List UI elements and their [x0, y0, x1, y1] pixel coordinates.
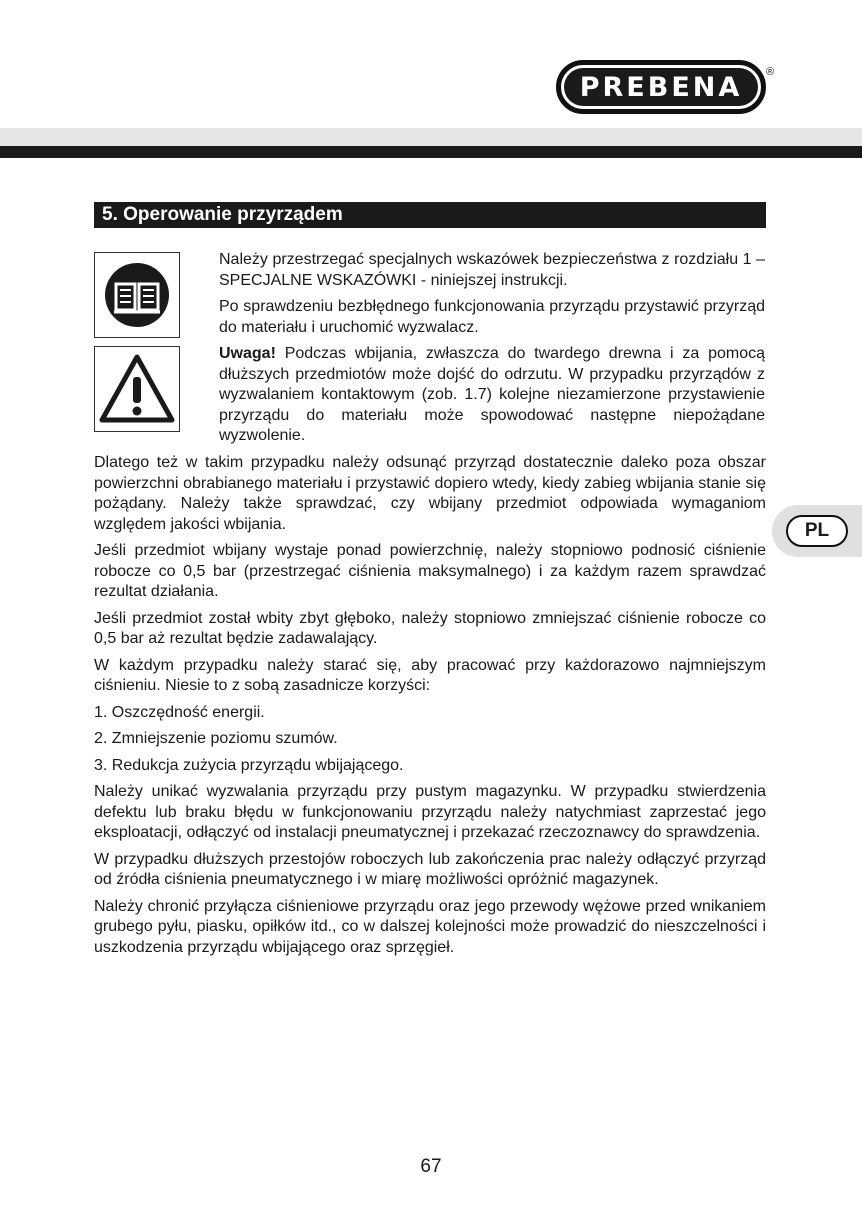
main-text [94, 453, 766, 964]
language-label: PL [786, 515, 848, 547]
brand-logo [556, 60, 766, 114]
list-item: 3. Redukcja zużycia przyrządu wbijającego. [94, 756, 404, 774]
paragraph: Jeśli przedmiot wbijany wystaje ponad powierzchnię, należy stopniowo podnosić ciśnienie robocze co 0,5 bar (przestrzegać ciśnienia maksymalnego) i za każdym razem sprawdzać rezultat działania. [94, 542, 766, 600]
section-title: 5. Operowanie przyrządem [94, 202, 766, 228]
header-grey-band [0, 128, 862, 146]
warning-label: Uwaga! [219, 345, 276, 362]
language-tab [772, 505, 862, 557]
paragraph: Dlatego też w takim przypadku należy odsunąć przyrząd dostatecznie daleko poza obszar powierzchni obrabianego materiału i przystawić dopiero wtedy, kiedy zabieg wbijania stanie się pożądany. Należy także sprawdzać, czy wbijany przedmiot odpowiada wymaganiom względem jakości wbijania. [94, 454, 766, 533]
warning-text: Podczas wbijania, zwłaszcza do twardego drewna i za pomocą dłuższych przedmiotów może dojść do odrzutu. W przypadku przyrządów z wyzwalaniem kontaktowym (zob. 1.7) kolejne niezamierzone przystawienie przyrządu do materiału może spowodować następne niepożądane wyzwolenie. [219, 345, 765, 444]
paragraph: Po sprawdzeniu bezbłędnego funkcjonowania przyrządu przystawić przyrząd do materiału i uruchomić wyzwalacz. [219, 298, 765, 336]
warning-paragraph [219, 344, 765, 447]
list-item: 1. Oszczędność energii. [94, 703, 265, 721]
brand-name: PREBENA [579, 71, 743, 103]
page-number: 67 [420, 1156, 442, 1177]
paragraph: W przypadku dłuższych przestojów roboczych lub zakończenia prac należy odłączyć przyrząd od źródła ciśnienia pneumatycznego i w miarę możliwości opróżnić magazynek. [94, 850, 766, 888]
paragraph: Należy przestrzegać specjalnych wskazówek bezpieczeństwa z rozdziału 1 – SPECJALNE WSKAZÓWKI - niniejszej instrukcji. [219, 251, 765, 289]
book-icon [94, 252, 180, 338]
registered-mark: ® [766, 66, 775, 78]
header-black-band [0, 146, 862, 158]
intro-text [219, 250, 765, 453]
list-item: 2. Zmniejszenie poziomu szumów. [94, 730, 338, 747]
warning-icon [94, 346, 180, 432]
paragraph: W każdym przypadku należy starać się, aby pracować przy każdorazowo najmniejszym ciśnieniu. Niesie to z sobą zasadnicze korzyści: [94, 656, 766, 694]
paragraph: Należy unikać wyzwalania przyrządu przy pustym magazynku. W przypadku stwierdzenia defektu lub braku błędu w funkcjonowaniu przyrządu należy natychmiast zaprzestać jego eksploatacji, odłączyć od instalacji pneumatycznej i przekazać rzeczoznawcy do sprawdzenia. [94, 783, 766, 841]
paragraph: Jeśli przedmiot został wbity zbyt głęboko, należy stopniowo zmniejszać ciśnienie robocze co 0,5 bar aż rezultat będzie zadawalający. [94, 609, 766, 647]
paragraph: Należy chronić przyłącza ciśnieniowe przyrządu oraz jego przewody wężowe przed wnikaniem grubego pyłu, piasku, opiłków itd., co w dalszej kolejności może prowadzić do nieszczelności i uszkodzenia przyrządu wbijającego oraz sprzęgieł. [94, 897, 766, 956]
